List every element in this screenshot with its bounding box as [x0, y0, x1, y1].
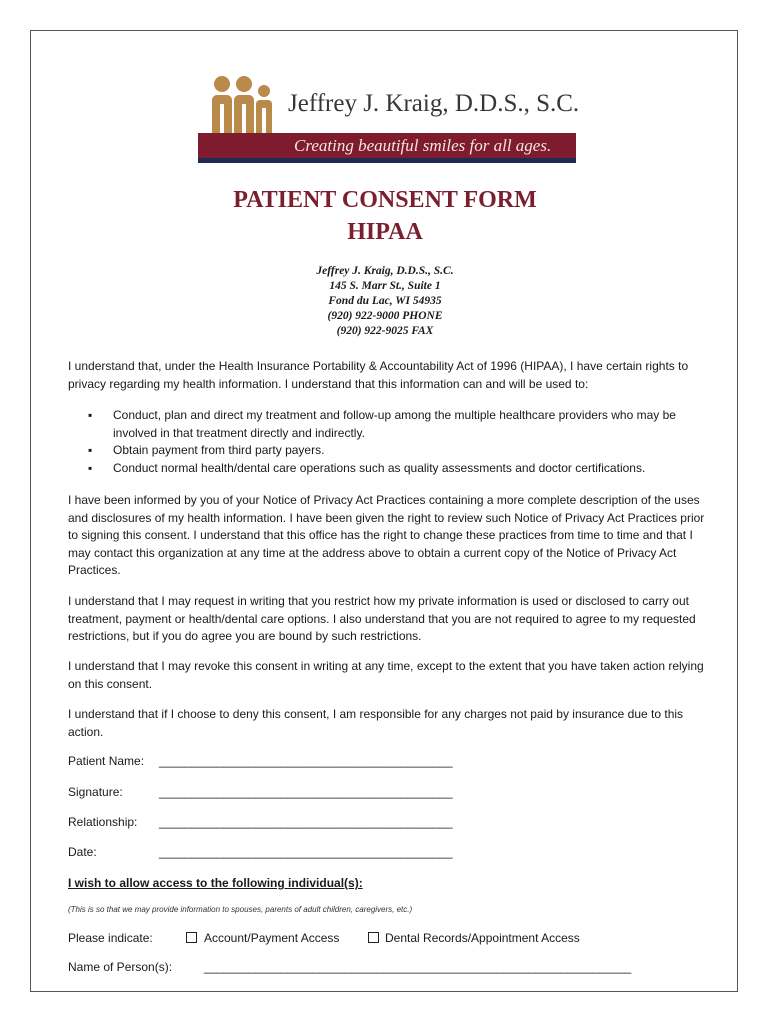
intro-paragraph: I understand that, under the Health Insurance Portability & Accountability Act of 1996 (HIPAA), I have certain rights to privacy regarding my health information. I understand that this information can and will be used to: [68, 359, 689, 391]
date-field[interactable]: ______________________________________________ [159, 845, 453, 859]
patient-name-label: Patient Name: [68, 754, 145, 768]
address-phone: (920) 922-9000 PHONE [327, 310, 443, 322]
account-payment-checkbox[interactable] [186, 932, 197, 943]
date-label: Date: [68, 845, 97, 859]
names-label: Name of Person(s): [68, 960, 173, 974]
logo-practice-name: Jeffrey J. Kraig, D.D.S., S.C. [288, 90, 580, 117]
signature-label: Signature: [68, 785, 123, 799]
address-fax: (920) 922-9025 FAX [336, 325, 434, 337]
practice-logo [198, 71, 580, 163]
restriction-paragraph: I understand that I may request in writing that you restrict how my private information is used or disclosed to carry out treatment, payment or health/dental care options. I also understand that you are not required to agree to my requested restrictions, but if you do agree you are bound by such restrictions. [68, 594, 696, 643]
dental-records-checkbox[interactable] [368, 932, 379, 943]
logo-tagline: Creating beautiful smiles for all ages. [294, 136, 552, 155]
list-item: ▪ Conduct, plan and direct my treatment and follow-up among the multiple healthcare providers who may be involved in that treatment directly and indirectly. [68, 407, 708, 442]
names-field[interactable]: ___________________________________________________________________ [204, 960, 632, 974]
address-name: Jeffrey J. Kraig, D.D.S., S.C. [316, 265, 454, 277]
form-title: PATIENT CONSENT FORM [233, 187, 537, 213]
patient-name-field[interactable]: ______________________________________________ [159, 754, 453, 768]
access-note: (This is so that we may provide information to spouses, parents of adult children, caregivers, etc.) [68, 905, 413, 914]
form-page [30, 30, 738, 992]
access-heading: I wish to allow access to the following individual(s): [68, 876, 363, 890]
practice-address-block [31, 264, 739, 339]
list-item: ▪ Obtain payment from third party payers. [68, 442, 708, 460]
relationship-label: Relationship: [68, 815, 138, 829]
indicate-label: Please indicate: [68, 931, 153, 945]
form-subtitle: HIPAA [347, 219, 423, 245]
deny-paragraph: I understand that if I choose to deny this consent, I am responsible for any charges not paid by insurance due to this action. [68, 707, 684, 739]
revoke-paragraph: I understand that I may revoke this consent in writing at any time, except to the extent that you have taken action relying on this consent. [68, 659, 704, 691]
relationship-field[interactable]: ______________________________________________ [159, 815, 453, 829]
logo-accent-stripe [198, 158, 576, 163]
address-city: Fond du Lac, WI 54935 [328, 295, 442, 307]
address-street: 145 S. Marr St., Suite 1 [329, 280, 441, 292]
access-options-row [68, 931, 708, 949]
list-item: ▪ Conduct normal health/dental care operations such as quality assessments and doctor certifications. [68, 460, 708, 478]
account-payment-label: Account/Payment Access [204, 931, 340, 945]
usage-list [68, 407, 708, 477]
dental-records-label: Dental Records/Appointment Access [385, 931, 580, 945]
notice-paragraph: I have been informed by you of your Notice of Privacy Act Practices containing a more complete description of the uses and disclosures of my health information. I have been given the right to review such Notice of Privacy Act Practices prior to signing this consent. I understand that this office has the right to change these practices from time to time and that I may contact this organization at any time at the address above to obtain a current copy of the Notice of Privacy Act Practices. [68, 493, 705, 577]
signature-field[interactable]: ______________________________________________ [159, 785, 453, 799]
